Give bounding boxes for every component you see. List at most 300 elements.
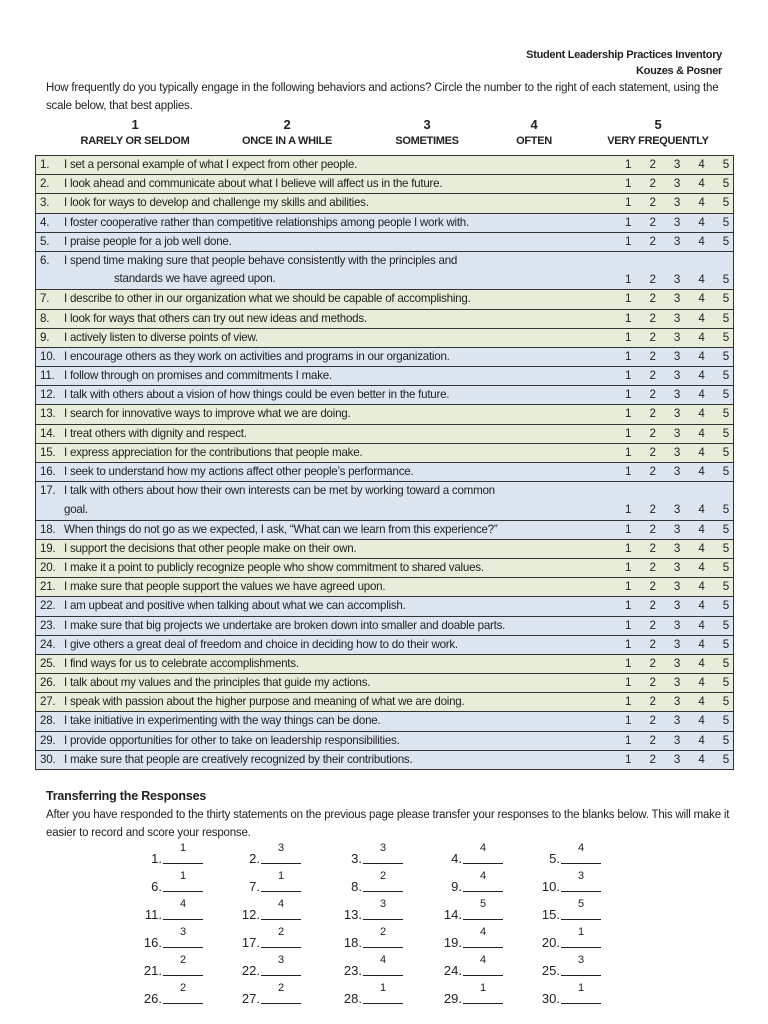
rating-option-5[interactable]: 5 — [722, 618, 729, 632]
rating-option-1[interactable]: 1 — [625, 676, 632, 690]
statement-text — [64, 674, 370, 692]
rating-options — [625, 751, 729, 769]
rating-option-2[interactable]: 2 — [649, 196, 656, 210]
statement-number: 4. — [40, 215, 50, 229]
rating-options — [625, 156, 729, 174]
statement-row — [36, 310, 733, 329]
blank-label: 18. — [343, 935, 362, 950]
blank-line — [163, 862, 203, 864]
statement-number: 21. — [40, 580, 56, 594]
blank-value[interactable]: 3 — [277, 842, 285, 854]
rating-option-1[interactable]: 1 — [625, 714, 632, 728]
statement-line: I make it a point to publicly recognize people who show commitment to shared values. — [64, 560, 484, 574]
rating-option-5[interactable]: 5 — [722, 369, 729, 383]
statement-text — [64, 175, 442, 193]
rating-option-5[interactable]: 5 — [722, 196, 729, 210]
rating-option-3[interactable]: 3 — [673, 733, 681, 747]
rating-option-4[interactable]: 4 — [698, 676, 705, 690]
rating-options — [625, 559, 729, 577]
rating-option-2[interactable]: 2 — [649, 407, 656, 421]
rating-option-2[interactable]: 2 — [649, 695, 656, 709]
statement-row — [36, 175, 733, 194]
rating-option-5[interactable]: 5 — [722, 426, 729, 440]
statement-row — [36, 233, 733, 252]
statement-number: 3. — [40, 196, 50, 210]
blank-line — [561, 862, 601, 864]
rating-option-4[interactable]: 4 — [698, 618, 705, 632]
blank-line — [463, 1002, 503, 1004]
rating-option-5[interactable]: 5 — [722, 656, 729, 670]
rating-option-1[interactable]: 1 — [625, 656, 632, 670]
rating-option-3[interactable]: 3 — [673, 618, 681, 632]
blank-value[interactable]: 3 — [379, 898, 387, 910]
rating-option-3[interactable]: 3 — [673, 714, 681, 728]
rating-option-3[interactable]: 3 — [673, 311, 681, 325]
rating-option-4[interactable]: 4 — [698, 541, 705, 555]
transfer-blank — [330, 982, 420, 1006]
rating-option-1[interactable]: 1 — [625, 177, 632, 191]
rating-option-3[interactable]: 3 — [673, 599, 681, 613]
transfer-blank — [528, 870, 618, 894]
rating-option-1[interactable]: 1 — [625, 234, 632, 248]
rating-option-3[interactable]: 3 — [673, 177, 681, 191]
rating-option-1[interactable]: 1 — [625, 580, 632, 594]
rating-option-5[interactable]: 5 — [722, 330, 729, 344]
rating-option-1[interactable]: 1 — [625, 330, 632, 344]
blank-value[interactable]: 2 — [179, 982, 187, 994]
rating-option-2[interactable]: 2 — [649, 426, 656, 440]
transfer-blank — [130, 982, 220, 1006]
rating-option-4[interactable]: 4 — [698, 388, 705, 402]
statement-number: 14. — [40, 426, 56, 440]
rating-option-2[interactable]: 2 — [649, 580, 656, 594]
rating-option-2[interactable]: 2 — [649, 234, 656, 248]
blank-label: 17. — [241, 935, 260, 950]
statement-line: I speak with passion about the higher purpose and meaning of what we are doing. — [64, 695, 465, 709]
inventory-title: Student Leadership Practices Inventory — [526, 49, 722, 61]
rating-options — [625, 636, 729, 654]
statement-text — [64, 559, 484, 577]
rating-option-1[interactable]: 1 — [625, 541, 632, 555]
rating-option-1[interactable]: 1 — [625, 196, 632, 210]
rating-option-2[interactable]: 2 — [649, 215, 656, 229]
rating-option-1[interactable]: 1 — [625, 752, 632, 766]
blank-line — [561, 974, 601, 976]
rating-option-3[interactable]: 3 — [673, 656, 681, 670]
rating-option-2[interactable]: 2 — [649, 637, 656, 651]
blank-line — [463, 918, 503, 920]
rating-option-1[interactable]: 1 — [625, 599, 632, 613]
rating-option-3[interactable]: 3 — [673, 503, 681, 517]
blank-line — [363, 1002, 403, 1004]
rating-option-4[interactable]: 4 — [698, 292, 705, 306]
statement-text — [64, 521, 497, 539]
statement-line: I find ways for us to celebrate accomplishments. — [64, 656, 299, 670]
rating-option-4[interactable]: 4 — [698, 330, 705, 344]
statement-row — [36, 597, 733, 616]
rating-option-1[interactable]: 1 — [625, 560, 632, 574]
blank-value[interactable]: 4 — [479, 954, 487, 966]
statement-number: 23. — [40, 618, 56, 632]
rating-option-3[interactable]: 3 — [673, 273, 681, 287]
rating-option-1[interactable]: 1 — [625, 426, 632, 440]
rating-option-5[interactable]: 5 — [722, 215, 729, 229]
rating-option-1[interactable]: 1 — [625, 618, 632, 632]
blank-line — [163, 890, 203, 892]
rating-option-4[interactable]: 4 — [698, 733, 705, 747]
rating-option-4[interactable]: 4 — [698, 273, 705, 287]
blank-value[interactable]: 4 — [479, 842, 487, 854]
rating-option-5[interactable]: 5 — [722, 695, 729, 709]
statement-number: 5. — [40, 234, 50, 248]
rating-option-4[interactable]: 4 — [698, 560, 705, 574]
rating-option-3[interactable]: 3 — [673, 292, 681, 306]
statement-text — [64, 386, 449, 404]
blank-value[interactable]: 3 — [577, 870, 585, 882]
rating-option-1[interactable]: 1 — [625, 292, 632, 306]
rating-option-3[interactable]: 3 — [673, 369, 681, 383]
rating-option-1[interactable]: 1 — [625, 695, 632, 709]
rating-option-1[interactable]: 1 — [625, 215, 632, 229]
rating-option-5[interactable]: 5 — [722, 177, 729, 191]
blank-value[interactable]: 3 — [577, 954, 585, 966]
blank-value[interactable]: 3 — [379, 842, 387, 854]
rating-option-5[interactable]: 5 — [722, 234, 729, 248]
blank-value[interactable]: 3 — [277, 954, 285, 966]
blank-line — [561, 946, 601, 948]
rating-option-1[interactable]: 1 — [625, 522, 632, 536]
statement-text — [64, 348, 450, 366]
rating-option-4[interactable]: 4 — [698, 522, 705, 536]
statement-text — [64, 482, 564, 519]
rating-option-3[interactable]: 3 — [673, 541, 681, 555]
blank-value[interactable]: 4 — [179, 898, 187, 910]
rating-option-2[interactable]: 2 — [649, 599, 656, 613]
rating-option-2[interactable]: 2 — [649, 618, 656, 632]
rating-option-4[interactable]: 4 — [698, 234, 705, 248]
transfer-blank — [330, 954, 420, 978]
rating-option-4[interactable]: 4 — [698, 714, 705, 728]
rating-option-4[interactable]: 4 — [698, 311, 705, 325]
rating-options — [625, 348, 729, 366]
transfer-blank — [430, 898, 520, 922]
rating-option-3[interactable]: 3 — [673, 445, 681, 459]
statement-row — [36, 521, 733, 540]
blank-value[interactable]: 1 — [379, 982, 387, 994]
transfer-blank — [130, 954, 220, 978]
rating-option-2[interactable]: 2 — [649, 752, 656, 766]
rating-option-2[interactable]: 2 — [649, 349, 656, 363]
rating-option-2[interactable]: 2 — [649, 733, 656, 747]
rating-option-1[interactable]: 1 — [625, 311, 632, 325]
blank-label: 13. — [343, 907, 362, 922]
rating-option-4[interactable]: 4 — [698, 426, 705, 440]
blank-line — [261, 1002, 301, 1004]
statement-row — [36, 156, 733, 175]
rating-option-4[interactable]: 4 — [698, 465, 705, 478]
rating-option-1[interactable]: 1 — [625, 733, 632, 747]
statement-text — [64, 655, 299, 673]
rating-options — [625, 578, 729, 596]
rating-option-3[interactable]: 3 — [673, 196, 681, 210]
rating-option-3[interactable]: 3 — [673, 349, 681, 363]
rating-option-5[interactable]: 5 — [722, 752, 729, 766]
transfer-blank — [528, 982, 618, 1006]
blank-line — [463, 946, 503, 948]
rating-option-2[interactable]: 2 — [649, 157, 656, 171]
statement-line: I set a personal example of what I expect from other people. — [64, 158, 358, 171]
rating-option-4[interactable]: 4 — [698, 349, 705, 363]
rating-option-5[interactable]: 5 — [722, 465, 729, 478]
rating-option-5[interactable]: 5 — [722, 388, 729, 402]
rating-option-2[interactable]: 2 — [649, 292, 656, 306]
statement-line: I foster cooperative rather than competitive relationships among people I work with. — [64, 215, 469, 229]
rating-option-2[interactable]: 2 — [649, 541, 656, 555]
rating-option-5[interactable]: 5 — [722, 541, 729, 555]
rating-option-3[interactable]: 3 — [673, 560, 681, 574]
statement-number: 6. — [40, 253, 50, 267]
rating-option-5[interactable]: 5 — [722, 292, 729, 306]
statement-line: I actively listen to diverse points of view. — [64, 330, 258, 344]
blank-value[interactable]: 2 — [277, 982, 285, 994]
rating-option-5[interactable]: 5 — [722, 522, 729, 536]
rating-option-4[interactable]: 4 — [698, 503, 705, 517]
statement-number: 12. — [40, 388, 56, 402]
blank-value[interactable]: 1 — [277, 870, 285, 882]
rating-option-1[interactable]: 1 — [625, 503, 632, 517]
rating-option-5[interactable]: 5 — [722, 599, 729, 613]
statement-row — [36, 425, 733, 444]
statement-row — [36, 693, 733, 712]
rating-option-4[interactable]: 4 — [698, 445, 705, 459]
rating-option-4[interactable]: 4 — [698, 656, 705, 670]
rating-option-5[interactable]: 5 — [722, 311, 729, 325]
rating-option-1[interactable]: 1 — [625, 157, 632, 171]
rating-option-2[interactable]: 2 — [649, 676, 656, 690]
blank-label: 30. — [541, 991, 560, 1006]
blank-value[interactable]: 1 — [479, 982, 487, 994]
rating-option-3[interactable]: 3 — [673, 522, 681, 536]
rating-option-1[interactable]: 1 — [625, 445, 632, 459]
rating-option-5[interactable]: 5 — [722, 714, 729, 728]
statement-row — [36, 348, 733, 367]
transfer-blank — [330, 842, 420, 866]
rating-option-4[interactable]: 4 — [698, 157, 705, 171]
rating-option-2[interactable]: 2 — [649, 656, 656, 670]
blank-value[interactable]: 4 — [577, 842, 585, 854]
blank-label: 3. — [351, 851, 362, 866]
blank-label: 5. — [549, 851, 560, 866]
rating-option-5[interactable]: 5 — [722, 637, 729, 651]
rating-option-2[interactable]: 2 — [649, 330, 656, 344]
blank-value[interactable]: 1 — [179, 842, 187, 854]
statement-line-2: goal. — [64, 502, 88, 516]
blank-label: 25. — [541, 963, 560, 978]
scale-label: OFTEN — [516, 135, 552, 147]
blank-value[interactable]: 4 — [379, 954, 387, 966]
rating-option-5[interactable]: 5 — [722, 445, 729, 459]
blank-line — [163, 974, 203, 976]
rating-option-2[interactable]: 2 — [649, 177, 656, 191]
rating-option-4[interactable]: 4 — [698, 637, 705, 651]
rating-option-2[interactable]: 2 — [649, 369, 656, 383]
rating-option-4[interactable]: 4 — [698, 177, 705, 191]
rating-option-3[interactable]: 3 — [673, 407, 681, 421]
blank-value[interactable]: 2 — [379, 926, 387, 938]
rating-option-3[interactable]: 3 — [673, 752, 681, 766]
rating-option-2[interactable]: 2 — [649, 273, 656, 287]
rating-option-4[interactable]: 4 — [698, 599, 705, 613]
blank-value[interactable]: 1 — [577, 982, 585, 994]
statement-line-2: standards we have agreed upon. — [114, 272, 276, 286]
blank-value[interactable]: 5 — [479, 898, 487, 910]
rating-option-3[interactable]: 3 — [673, 465, 681, 478]
transfer-blank — [130, 842, 220, 866]
blank-line — [561, 890, 601, 892]
rating-option-4[interactable]: 4 — [698, 215, 705, 229]
rating-options — [625, 674, 729, 692]
blank-value[interactable]: 4 — [479, 926, 487, 938]
rating-options — [625, 329, 729, 347]
rating-options — [625, 405, 729, 423]
rating-option-4[interactable]: 4 — [698, 580, 705, 594]
statement-line: I look for ways that others can try out new ideas and methods. — [64, 311, 367, 325]
blank-value[interactable]: 5 — [577, 898, 585, 910]
blank-value[interactable]: 1 — [577, 926, 585, 938]
blank-line — [463, 862, 503, 864]
blank-line — [163, 918, 203, 920]
transfer-blank — [228, 898, 318, 922]
rating-option-2[interactable]: 2 — [649, 465, 656, 478]
transfer-instructions: After you have responded to the thirty statements on the previous page please transfer your responses to the blanks below. This will make it easier to record and score your response. — [46, 809, 730, 839]
rating-option-5[interactable]: 5 — [722, 580, 729, 594]
blank-value[interactable]: 2 — [379, 870, 387, 882]
rating-option-3[interactable]: 3 — [673, 426, 681, 440]
rating-options — [625, 444, 729, 462]
statement-row — [36, 290, 733, 309]
statement-line: I treat others with dignity and respect. — [64, 426, 247, 440]
statement-text — [64, 578, 385, 596]
statement-number: 13. — [40, 407, 56, 421]
rating-option-5[interactable]: 5 — [722, 503, 729, 517]
statement-row — [36, 636, 733, 655]
blank-value[interactable]: 2 — [179, 954, 187, 966]
rating-options — [625, 732, 729, 750]
rating-option-3[interactable]: 3 — [673, 580, 681, 594]
rating-option-5[interactable]: 5 — [722, 349, 729, 363]
statement-text — [64, 425, 247, 443]
blank-line — [163, 1002, 203, 1004]
blank-label: 8. — [351, 879, 362, 894]
transfer-blank — [228, 842, 318, 866]
rating-option-3[interactable]: 3 — [673, 676, 681, 690]
rating-option-5[interactable]: 5 — [722, 407, 729, 421]
blank-label: 20. — [541, 935, 560, 950]
blank-value[interactable]: 4 — [479, 870, 487, 882]
rating-option-1[interactable]: 1 — [625, 388, 632, 402]
statement-row — [36, 578, 733, 597]
transfer-blank — [330, 926, 420, 950]
rating-option-5[interactable]: 5 — [722, 273, 729, 287]
blank-value[interactable]: 2 — [277, 926, 285, 938]
statement-text — [64, 751, 412, 769]
rating-option-5[interactable]: 5 — [722, 676, 729, 690]
rating-option-3[interactable]: 3 — [673, 637, 681, 651]
rating-option-3[interactable]: 3 — [673, 234, 681, 248]
rating-options — [625, 175, 729, 193]
authors: Kouzes & Posner — [636, 65, 722, 77]
rating-option-1[interactable]: 1 — [625, 465, 632, 478]
blank-label: 15. — [541, 907, 560, 922]
rating-option-3[interactable]: 3 — [673, 695, 681, 709]
blank-value[interactable]: 1 — [179, 870, 187, 882]
rating-option-4[interactable]: 4 — [698, 695, 705, 709]
statement-line: I describe to other in our organization what we should be capable of accomplishing. — [64, 292, 471, 306]
rating-option-5[interactable]: 5 — [722, 157, 729, 171]
rating-option-4[interactable]: 4 — [698, 369, 705, 383]
statement-row — [36, 444, 733, 463]
statement-line: I make sure that people are creatively recognized by their contributions. — [64, 752, 413, 766]
rating-option-5[interactable]: 5 — [722, 560, 729, 574]
statement-line: I make sure that big projects we undertake are broken down into smaller and doable parts. — [64, 618, 506, 632]
transfer-blank — [528, 954, 618, 978]
blank-label: 23. — [343, 963, 362, 978]
rating-option-3[interactable]: 3 — [673, 388, 681, 402]
rating-options — [625, 521, 729, 539]
rating-option-1[interactable]: 1 — [625, 369, 632, 383]
statement-number: 7. — [40, 292, 50, 306]
transfer-blank — [430, 926, 520, 950]
scale-number: 4 — [530, 117, 538, 132]
rating-option-5[interactable]: 5 — [722, 733, 729, 747]
blank-line — [363, 974, 403, 976]
blank-label: 9. — [451, 879, 462, 894]
rating-option-1[interactable]: 1 — [625, 349, 632, 363]
blank-value[interactable]: 4 — [277, 898, 285, 910]
scale-label: ONCE IN A WHILE — [241, 135, 332, 147]
blank-label: 21. — [143, 963, 162, 978]
statement-number: 26. — [40, 676, 56, 690]
rating-option-2[interactable]: 2 — [649, 445, 656, 459]
rating-option-4[interactable]: 4 — [698, 407, 705, 421]
blank-line — [261, 918, 301, 920]
blank-label: 29. — [443, 991, 462, 1006]
rating-option-3[interactable]: 3 — [673, 330, 681, 344]
rating-options — [625, 540, 729, 558]
rating-option-2[interactable]: 2 — [649, 522, 656, 536]
transfer-blank — [330, 870, 420, 894]
rating-option-1[interactable]: 1 — [625, 407, 632, 421]
rating-option-2[interactable]: 2 — [649, 388, 656, 402]
statement-text — [64, 732, 400, 750]
rating-option-3[interactable]: 3 — [673, 215, 681, 229]
rating-option-1[interactable]: 1 — [625, 273, 632, 287]
rating-options — [625, 194, 729, 212]
statement-row — [36, 674, 733, 693]
rating-option-1[interactable]: 1 — [625, 637, 632, 651]
scale-number: 5 — [654, 117, 662, 132]
rating-option-2[interactable]: 2 — [649, 560, 656, 574]
rating-option-4[interactable]: 4 — [698, 196, 705, 210]
rating-option-3[interactable]: 3 — [673, 157, 681, 171]
blank-value[interactable]: 3 — [179, 926, 187, 938]
rating-option-2[interactable]: 2 — [649, 311, 656, 325]
rating-option-2[interactable]: 2 — [649, 503, 656, 517]
rating-option-2[interactable]: 2 — [649, 714, 656, 728]
rating-options — [625, 214, 729, 232]
blank-label: 4. — [451, 851, 462, 866]
rating-option-4[interactable]: 4 — [698, 752, 705, 766]
